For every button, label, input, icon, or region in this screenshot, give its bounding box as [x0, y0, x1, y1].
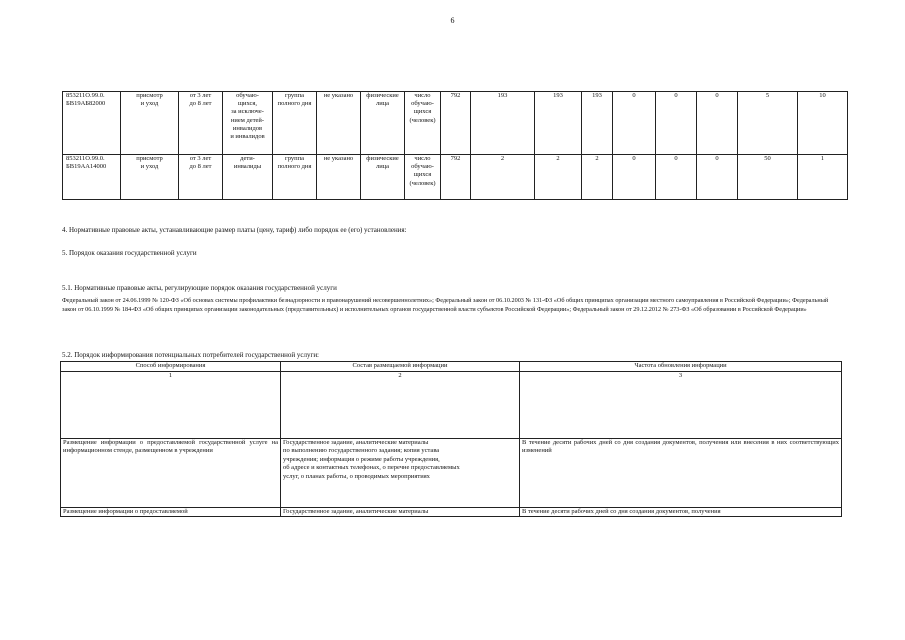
indicator-cell: число обучаю- щихся (человек) [405, 155, 441, 200]
persons-cell: физические лица [361, 155, 405, 200]
group-cell: группа полного дня [273, 92, 317, 155]
age-cell: от 3 лет до 8 лет [179, 92, 223, 155]
column-header: Способ информирования [61, 362, 281, 372]
value-cell: 0 [697, 155, 738, 200]
value-cell: 5 [738, 92, 798, 155]
content-cell: Государственное задание, аналитические материалы по выполнению государственного задания; копия устава учреждения; информация о режиме работы учреждения, об адресе и контактных телефонах, о перечне предоставляемых услуг, о планах работы, о проводимых мероприятиях [281, 438, 520, 507]
service-cell: присмотр и уход [121, 92, 179, 155]
table-row [63, 155, 848, 200]
value-cell: 2 [471, 155, 535, 200]
okei-cell: 792 [441, 155, 471, 200]
value-cell: 0 [613, 92, 656, 155]
section-5-heading: 5. Порядок оказания государственной услуги [62, 249, 197, 257]
value-cell: 193 [471, 92, 535, 155]
content-cell: Государственное задание, аналитические материалы [281, 507, 520, 517]
informing-methods-table [60, 361, 842, 517]
column-number: 3 [520, 371, 842, 438]
group-cell: группа полного дня [273, 155, 317, 200]
quality-indicators-table [62, 91, 848, 200]
section-5-1-heading: 5.1. Нормативные правовые акты, регулирующие порядок оказания государственной услуги [62, 284, 337, 292]
value-cell: 193 [535, 92, 582, 155]
unspecified-cell: не указано [317, 92, 361, 155]
value-cell: 10 [798, 92, 848, 155]
section-5-2-heading: 5.2. Порядок информирования потенциальных потребителей государственной услуги: [62, 351, 320, 359]
indicator-cell: число обучаю- щихся (человек) [405, 92, 441, 155]
value-cell: 2 [582, 155, 613, 200]
table-row [61, 438, 842, 507]
value-cell: 0 [656, 155, 697, 200]
legal-acts-text: Федеральный закон от 24.06.1999 № 120-ФЗ «Об основах системы профилактики безнадзорности и правонарушений несовершеннолетних»; Федеральный закон от 06.10.2003 № 131-ФЗ «Об общих принципах организации местного самоуправления в Российской Федерации»; Федеральный закон от 06.10.1999 № 184-ФЗ «Об общих принципах организации законодательных (представительных) и исполнительных органов государственной власти субъектов Российской Федерации»; Федеральный закон от 29.12.2012 № 273-ФЗ «Об образовании в Российской Федерации» [62, 297, 829, 313]
registry-code-cell: 853211О.99.0. БВ19АБ82000 [63, 92, 121, 155]
column-header: Частота обновления информации [520, 362, 842, 372]
value-cell: 0 [613, 155, 656, 200]
category-cell: дети- инвалиды [223, 155, 273, 200]
persons-cell: физические лица [361, 92, 405, 155]
value-cell: 1 [798, 155, 848, 200]
method-cell: Размещение информации о предоставляемой [61, 507, 281, 517]
column-number-row [61, 371, 842, 438]
frequency-cell: В течение десяти рабочих дней со дня создания документов, получения [520, 507, 842, 517]
column-number: 2 [281, 371, 520, 438]
table-row [63, 92, 848, 155]
value-cell: 0 [656, 92, 697, 155]
age-cell: от 3 лет до 8 лет [179, 155, 223, 200]
table-header-row [61, 362, 842, 372]
method-cell: Размещение информации о предоставляемой государственной услуге на информационном стенде, размещенном в учреждении [61, 438, 281, 507]
value-cell: 0 [697, 92, 738, 155]
okei-cell: 792 [441, 92, 471, 155]
service-cell: присмотр и уход [121, 155, 179, 200]
table-row [61, 507, 842, 517]
frequency-cell: В течение десяти рабочих дней со дня создания документов, получения или внесения в них соответствующих изменений [520, 438, 842, 507]
column-number: 1 [61, 371, 281, 438]
value-cell: 2 [535, 155, 582, 200]
value-cell: 50 [738, 155, 798, 200]
category-cell: обучаю- щихся, за исключе- нием детей- инвалидов и инвалидов [223, 92, 273, 155]
registry-code-cell: 853211О.99.0. БВ19АА14000 [63, 155, 121, 200]
value-cell: 193 [582, 92, 613, 155]
section-4-heading: 4. Нормативные правовые акты, устанавливающие размер платы (цену, тариф) либо порядок ее (его) установления: [62, 226, 407, 234]
page-number: 6 [450, 16, 455, 25]
column-header: Состав размещаемой информации [281, 362, 520, 372]
unspecified-cell: не указано [317, 155, 361, 200]
